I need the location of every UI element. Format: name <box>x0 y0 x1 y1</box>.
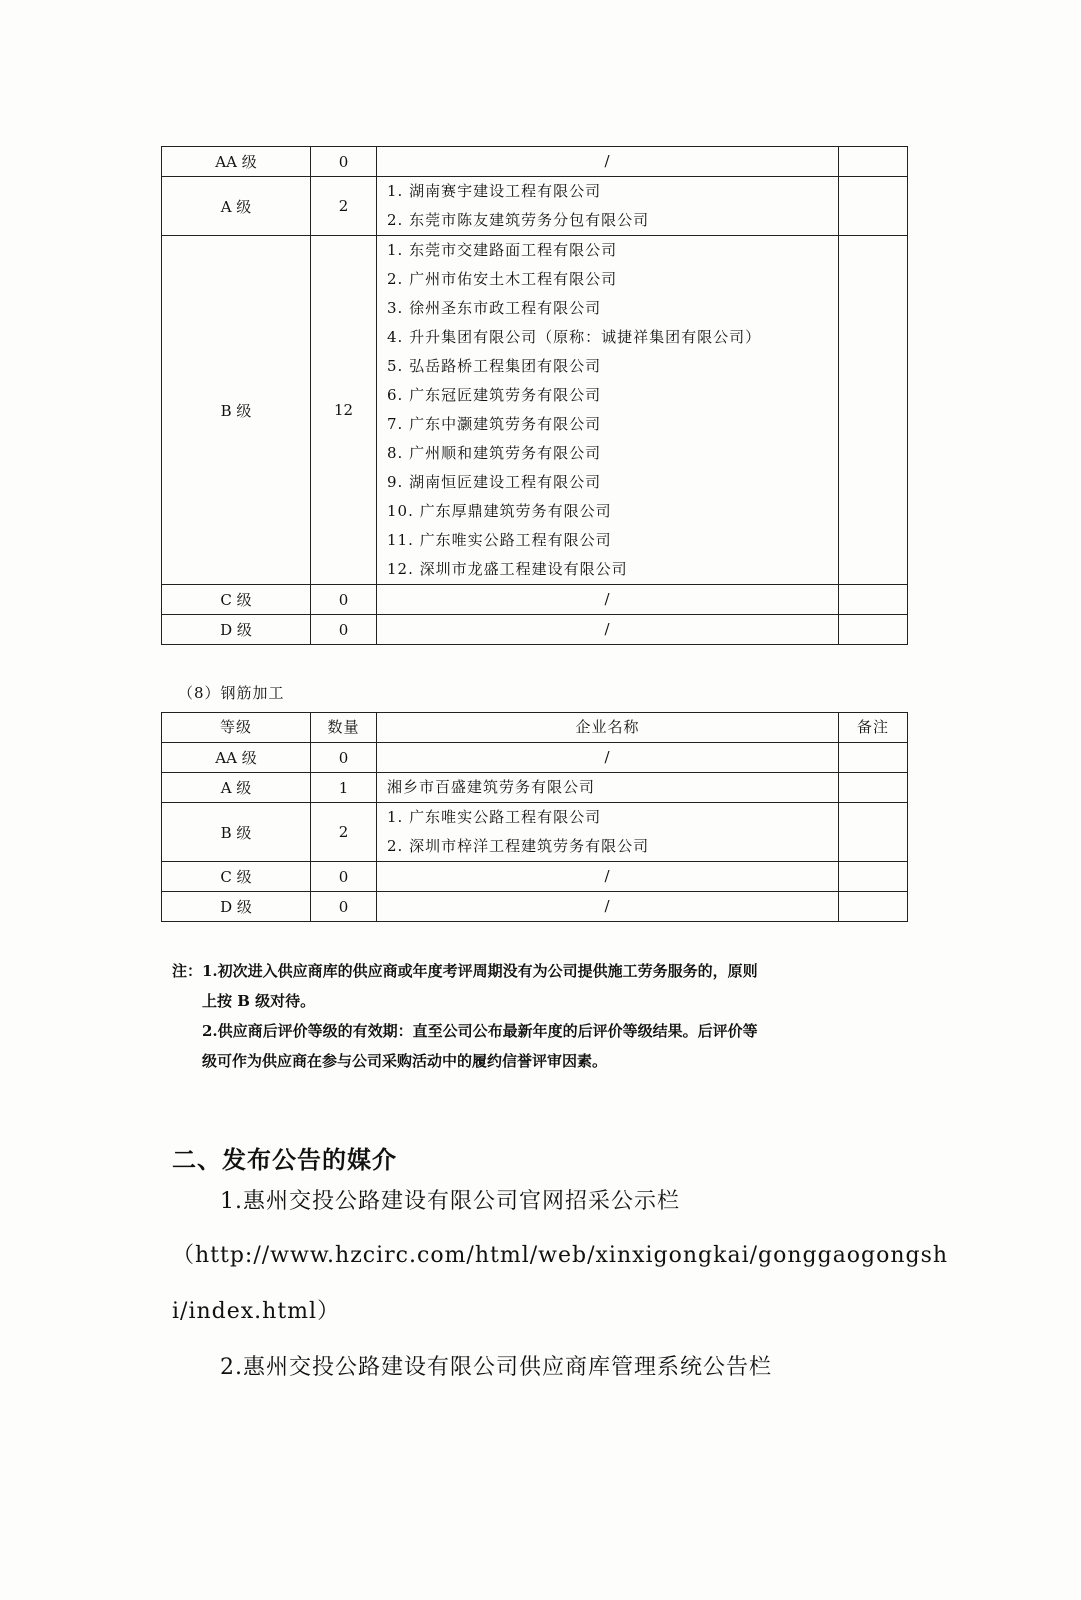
company-name: 5. 弘岳路桥工程集团有限公司 <box>387 357 602 375</box>
company-name: 9. 湖南恒匠建设工程有限公司 <box>387 473 602 491</box>
company-names-cell <box>377 862 839 892</box>
company-names-cell <box>377 236 839 585</box>
grade-cell: AA 级 <box>162 743 311 773</box>
count-cell: 2 <box>311 177 377 236</box>
section-heading: 二、发布公告的媒介 <box>172 1145 397 1174</box>
company-name: / <box>604 590 611 608</box>
note-line-3: 2.供应商后评价等级的有效期：直至公司公布最新年度的后评价等级结果。后评价等 <box>202 1022 758 1040</box>
company-name: / <box>604 748 611 766</box>
count-cell: 1 <box>311 773 377 803</box>
header-count: 数量 <box>311 713 377 743</box>
company-name: 3. 徐州圣东市政工程有限公司 <box>387 299 602 317</box>
company-name: 7. 广东中灏建筑劳务有限公司 <box>387 415 602 433</box>
grade-cell: C 级 <box>162 585 311 615</box>
note-line-2: 上按 B 级对待。 <box>202 992 316 1010</box>
table-row <box>162 743 908 773</box>
note-line-1: 注：1.初次进入供应商库的供应商或年度考评周期没有为公司提供施工劳务服务的，原则 <box>172 962 758 980</box>
grade-cell: C 级 <box>162 862 311 892</box>
grade-cell: D 级 <box>162 615 311 645</box>
company-names-cell <box>377 177 839 236</box>
table-row <box>162 177 908 236</box>
grade-cell: A 级 <box>162 177 311 236</box>
table-row <box>162 615 908 645</box>
remark-cell <box>839 615 908 645</box>
header-remark: 备注 <box>839 713 908 743</box>
count-cell: 0 <box>311 147 377 177</box>
company-name: 10. 广东厚鼎建筑劳务有限公司 <box>387 502 612 520</box>
table-row <box>162 862 908 892</box>
company-name: / <box>604 620 611 638</box>
company-names-cell <box>377 585 839 615</box>
remark-cell <box>839 773 908 803</box>
note-line-4: 级可作为供应商在参与公司采购活动中的履约信誉评审因素。 <box>202 1052 608 1070</box>
table-row <box>162 892 908 922</box>
company-name: / <box>604 152 611 170</box>
remark-cell <box>839 803 908 862</box>
company-names-cell <box>377 892 839 922</box>
media-item-1: 1.惠州交投公路建设有限公司官网招采公示栏 <box>220 1189 680 1214</box>
company-names-cell <box>377 803 839 862</box>
remark-cell <box>839 585 908 615</box>
company-name: 8. 广州顺和建筑劳务有限公司 <box>387 444 602 462</box>
company-name: / <box>604 867 611 885</box>
table-row <box>162 147 908 177</box>
header-company-name: 企业名称 <box>377 713 839 743</box>
table-row <box>162 236 908 585</box>
company-name: 1. 湖南赛宇建设工程有限公司 <box>387 182 602 200</box>
remark-cell <box>839 743 908 773</box>
remark-cell <box>839 236 908 585</box>
grade-table-continued <box>161 146 908 645</box>
table-row <box>162 585 908 615</box>
media-url-line-2: i/index.html） <box>172 1299 341 1324</box>
table-row <box>162 773 908 803</box>
company-names-cell <box>377 773 839 803</box>
media-url-line-1: （http://www.hzcirc.com/html/web/xinxigongkai/gonggaogongsh <box>172 1243 949 1268</box>
grade-cell: A 级 <box>162 773 311 803</box>
company-name: 2. 广州市佑安土木工程有限公司 <box>387 270 618 288</box>
rebar-processing-table <box>161 712 908 922</box>
count-cell: 0 <box>311 862 377 892</box>
remark-cell <box>839 862 908 892</box>
count-cell: 12 <box>311 236 377 585</box>
remark-cell <box>839 892 908 922</box>
count-cell: 0 <box>311 615 377 645</box>
header-grade: 等级 <box>162 713 311 743</box>
grade-cell: D 级 <box>162 892 311 922</box>
remark-cell <box>839 147 908 177</box>
table-row <box>162 803 908 862</box>
media-item-2: 2.惠州交投公路建设有限公司供应商库管理系统公告栏 <box>220 1355 772 1380</box>
section-caption: （8）钢筋加工 <box>178 684 285 702</box>
count-cell: 0 <box>311 892 377 922</box>
company-name: / <box>604 897 611 915</box>
notes-block <box>172 956 932 1076</box>
count-cell: 0 <box>311 743 377 773</box>
count-cell: 0 <box>311 585 377 615</box>
company-name: 2. 东莞市陈友建筑劳务分包有限公司 <box>387 211 650 229</box>
grade-cell: AA 级 <box>162 147 311 177</box>
company-names-cell <box>377 743 839 773</box>
company-name: 1. 广东唯实公路工程有限公司 <box>387 808 602 826</box>
company-name: 4. 升升集团有限公司（原称：诚捷祥集团有限公司） <box>387 328 762 346</box>
company-names-cell <box>377 147 839 177</box>
company-name: 6. 广东冠匠建筑劳务有限公司 <box>387 386 602 404</box>
grade-cell: B 级 <box>162 803 311 862</box>
company-name: 湘乡市百盛建筑劳务有限公司 <box>387 778 596 796</box>
company-name: 2. 深圳市梓洋工程建筑劳务有限公司 <box>387 837 650 855</box>
company-names-cell <box>377 615 839 645</box>
grade-cell: B 级 <box>162 236 311 585</box>
count-cell: 2 <box>311 803 377 862</box>
company-name: 11. 广东唯实公路工程有限公司 <box>387 531 612 549</box>
company-name: 12. 深圳市龙盛工程建设有限公司 <box>387 560 628 578</box>
company-name: 1. 东莞市交建路面工程有限公司 <box>387 241 618 259</box>
remark-cell <box>839 177 908 236</box>
